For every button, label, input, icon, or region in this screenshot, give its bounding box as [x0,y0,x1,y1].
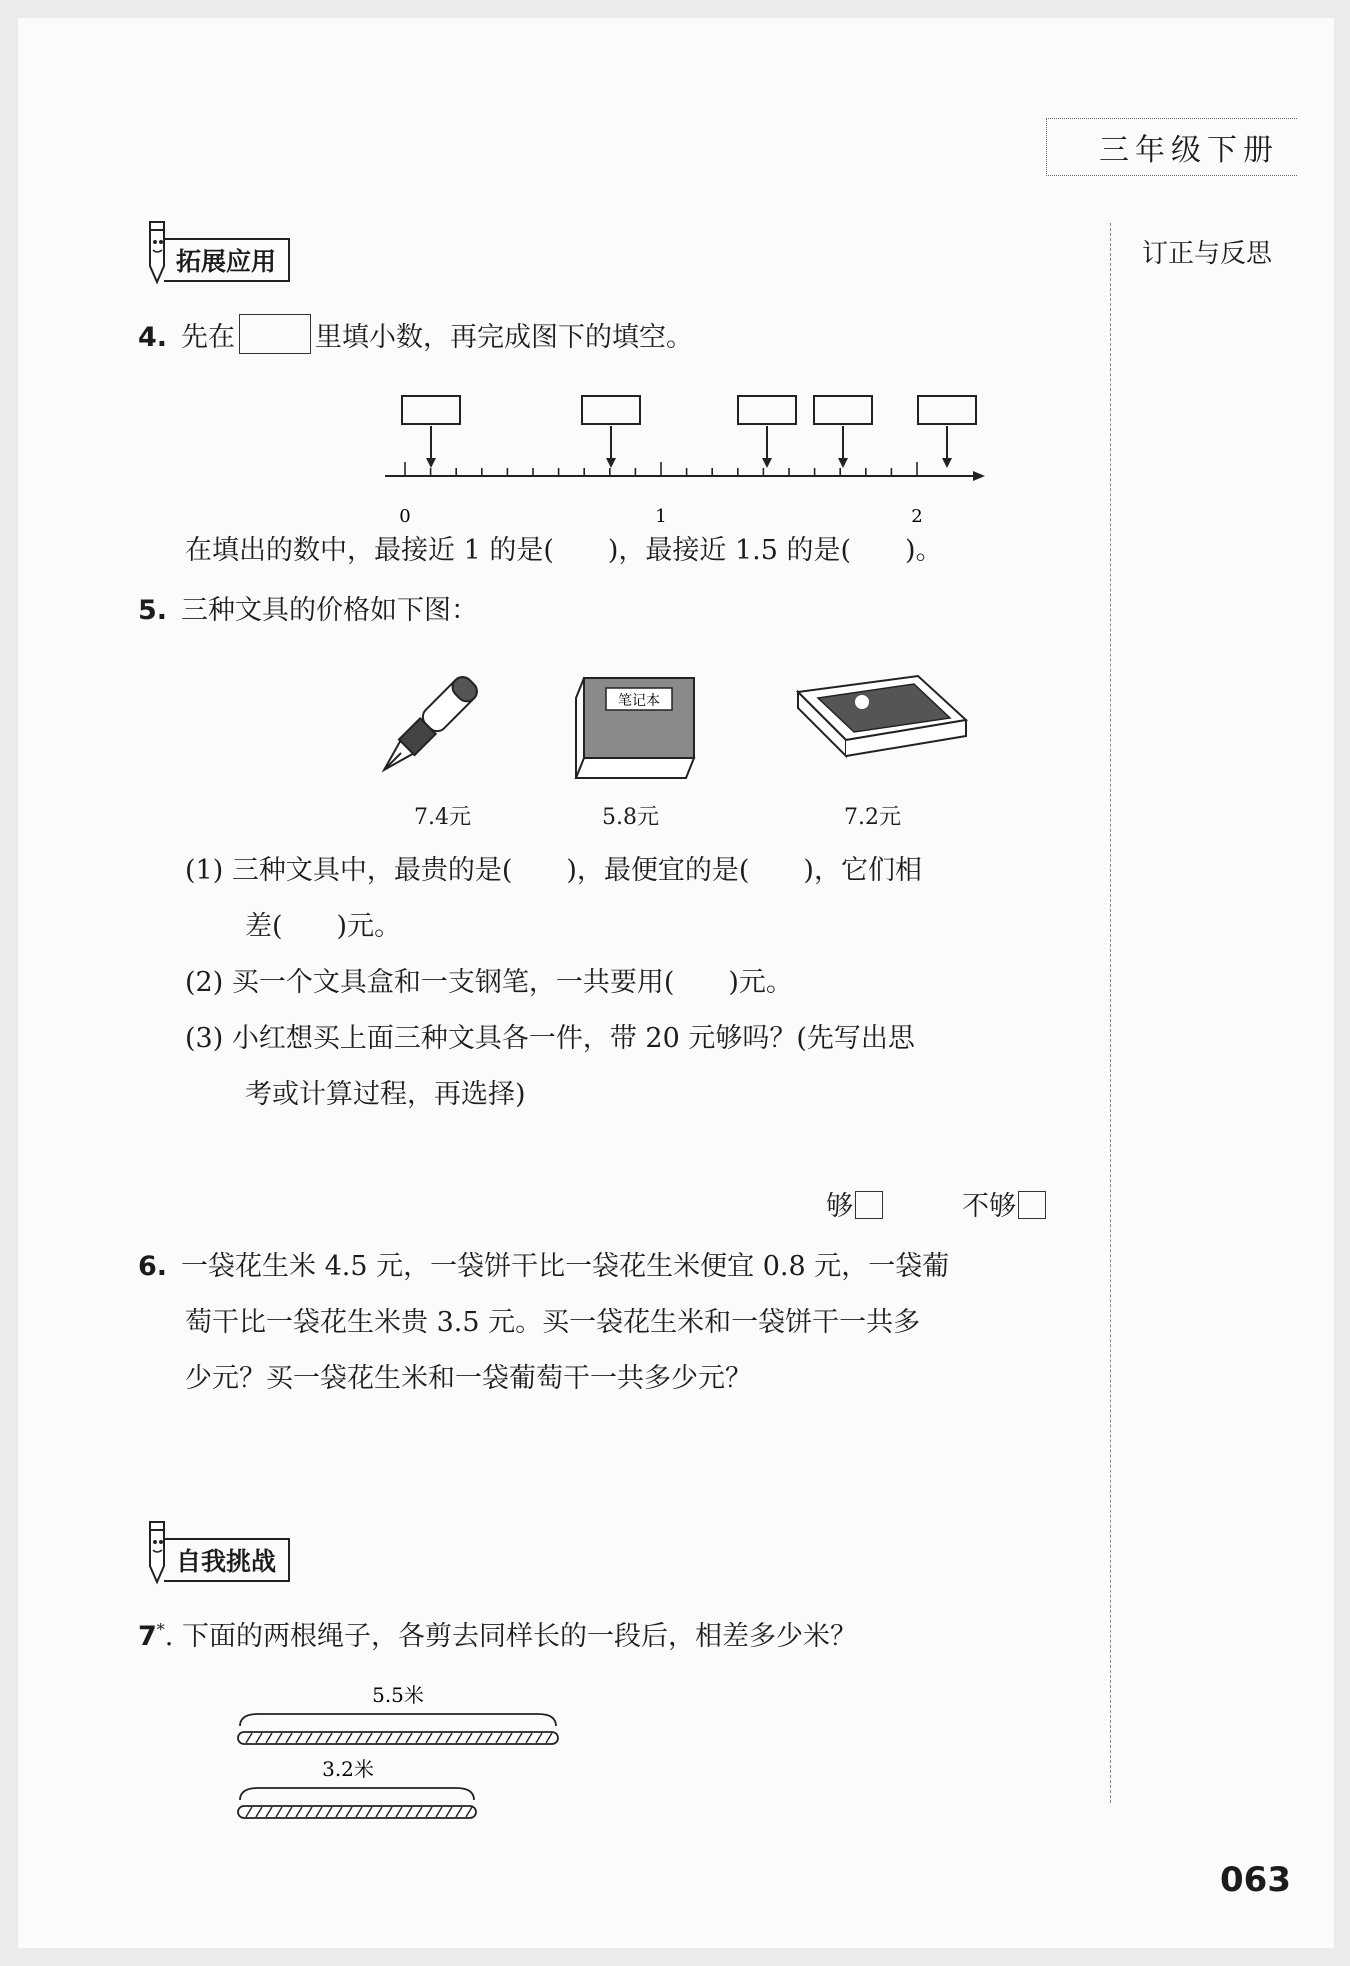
tick-label-1: 1 [655,506,667,526]
margin-divider [1110,223,1111,1803]
answer-box-5[interactable] [918,396,976,424]
correction-column-title: 订正与反思 [1142,239,1273,269]
answer-box-3[interactable] [738,396,796,424]
question-5-part-2: (2) 买一个文具盒和一支钢笔，一共要用( )元。 [185,967,793,998]
question-7-number: 7 [138,1621,157,1652]
fountain-pen-icon [368,666,478,796]
question-6-line-3: 少元？买一袋花生米和一袋葡萄干一共多少元？ [185,1363,752,1394]
price-pencil-case: 7.2元 [844,805,901,830]
question-5-number: 5. [138,595,168,626]
question-7 [138,1614,857,1653]
price-notebook: 5.8元 [602,805,659,830]
answer-box-4[interactable] [814,396,872,424]
choice-enough-checkbox[interactable] [855,1191,883,1219]
question-5-part-3a: (3) 小红想买上面三种文具各一件，带 20 元够吗？(先写出思 [185,1023,915,1054]
question-5 [138,588,478,627]
choice-not-enough-label: 不够 [962,1191,1016,1222]
worksheet-page [18,18,1334,1948]
answer-box-1[interactable] [402,396,460,424]
choice-not-enough-checkbox[interactable] [1018,1191,1046,1219]
rope-1-brace [240,1714,556,1726]
notebook-cover-label: 笔记本 [618,693,660,709]
question-4-text-post: 里填小数，再完成图下的填空。 [315,322,694,353]
question-6-line-2: 萄干比一袋花生米贵 3.5 元。买一袋花生米和一袋饼干一共多 [185,1307,921,1338]
choice-enough-label: 够 [826,1191,853,1222]
ropes-figure [218,1678,658,1848]
price-pen: 7.4元 [414,805,471,830]
tick-label-2: 2 [911,506,923,526]
grade-banner [1046,118,1297,176]
question-7-star: * [156,1620,165,1639]
rope-2-length: 3.2米 [322,1757,374,1781]
choice-not-enough[interactable] [962,1184,1046,1223]
question-4-text-pre: 先在 [181,322,236,353]
tick-label-0: 0 [399,506,411,526]
number-line-ticks [405,462,917,476]
question-5-part-1a: (1) 三种文具中，最贵的是( )，最便宜的是( )，它们相 [185,855,922,886]
question-4-number: 4. [138,322,168,353]
question-6-number: 6. [138,1251,168,1282]
choice-enough[interactable] [826,1184,883,1223]
rope-1-length: 5.5米 [372,1683,424,1707]
section-label-extend: 拓展应用 [164,238,290,282]
page-number: 063 [1220,1860,1291,1900]
answer-box-sample [239,314,311,354]
number-line-figure [363,386,1003,526]
question-7-text: . 下面的两根绳子，各剪去同样长的一段后，相差多少米？ [164,1621,857,1652]
question-5-part-3b: 考或计算过程，再选择) [245,1079,526,1110]
question-4 [138,314,693,354]
grade-label: 三年级下册 [1091,125,1279,169]
answer-box-2[interactable] [582,396,640,424]
notebook-icon [566,666,706,786]
question-6-line-1: 一袋花生米 4.5 元，一袋饼干比一袋花生米便宜 0.8 元，一袋葡 [181,1251,950,1282]
question-5-part-1b: 差( )元。 [245,911,402,942]
section-label-challenge: 自我挑战 [164,1538,290,1582]
question-6 [138,1244,949,1283]
rope-2-brace [240,1788,474,1800]
question-4-fill-line: 在填出的数中，最接近 1 的是( )，最接近 1.5 的是( )。 [185,535,943,566]
pencil-case-icon [788,668,968,768]
question-5-text: 三种文具的价格如下图： [181,595,479,626]
pointer-arrows [431,426,947,462]
